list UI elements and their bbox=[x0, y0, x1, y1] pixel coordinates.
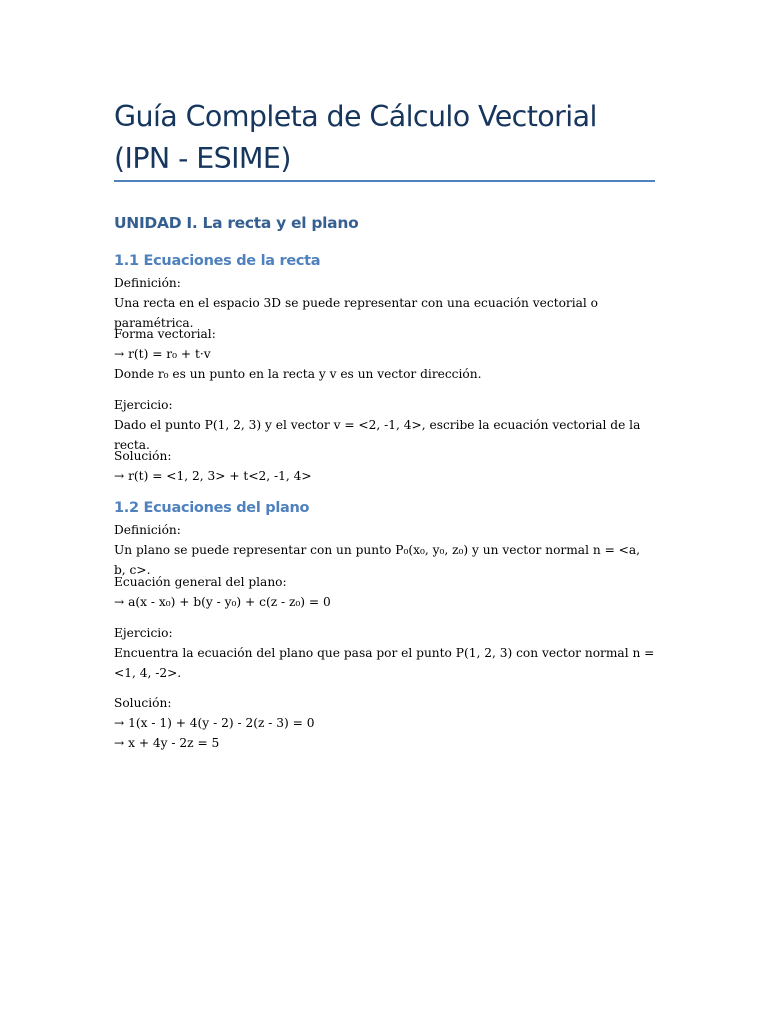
unit-heading: UNIDAD I. La recta y el plano bbox=[114, 214, 359, 232]
form-note: Donde r₀ es un punto en la recta y v es un vector dirección. bbox=[114, 367, 482, 381]
definition-text: Una recta en el espacio 3D se puede representar con una ecuación vectorial o paramétrica. bbox=[114, 296, 602, 330]
section-2-solution bbox=[114, 693, 655, 753]
solution-line-1: → 1(x - 1) + 4(y - 2) - 2(z - 3) = 0 bbox=[114, 716, 315, 730]
definition-label: Definición: bbox=[114, 276, 181, 290]
section-2-definition bbox=[114, 520, 655, 580]
form-equation: → r(t) = r₀ + t·v bbox=[114, 347, 211, 361]
general-label: Ecuación general del plano: bbox=[114, 575, 287, 589]
solution-text: → r(t) = <1, 2, 3> + t<2, -1, 4> bbox=[114, 469, 312, 483]
solution-label: Solución: bbox=[114, 449, 172, 463]
section-1-vector-form bbox=[114, 324, 655, 384]
exercise-text: Dado el punto P(1, 2, 3) y el vector v = <2, -1, 4>, escribe la ecuación vectorial de la recta. bbox=[114, 418, 645, 452]
title-underline bbox=[114, 180, 655, 182]
solution-label: Solución: bbox=[114, 696, 172, 710]
section-2-general-equation bbox=[114, 572, 655, 612]
section-2-exercise bbox=[114, 623, 659, 683]
document-title: Guía Completa de Cálculo Vectorial (IPN - ESIME) bbox=[114, 100, 597, 175]
exercise-label: Ejercicio: bbox=[114, 626, 173, 640]
definition-text: Un plano se puede representar con un punto P₀(x₀, y₀, z₀) y un vector normal n = <a, b, c>. bbox=[114, 543, 644, 577]
form-label: Forma vectorial: bbox=[114, 327, 216, 341]
section-1-solution bbox=[114, 446, 655, 486]
section-2-heading: 1.2 Ecuaciones del plano bbox=[114, 500, 310, 516]
solution-line-2: → x + 4y - 2z = 5 bbox=[114, 736, 220, 750]
definition-label: Definición: bbox=[114, 523, 181, 537]
exercise-text: Encuentra la ecuación del plano que pasa por el punto P(1, 2, 3) con vector normal n = <1, 4, -2>. bbox=[114, 646, 659, 680]
section-1-heading: 1.1 Ecuaciones de la recta bbox=[114, 253, 321, 269]
general-equation: → a(x - x₀) + b(y - y₀) + c(z - z₀) = 0 bbox=[114, 595, 331, 609]
exercise-label: Ejercicio: bbox=[114, 398, 173, 412]
